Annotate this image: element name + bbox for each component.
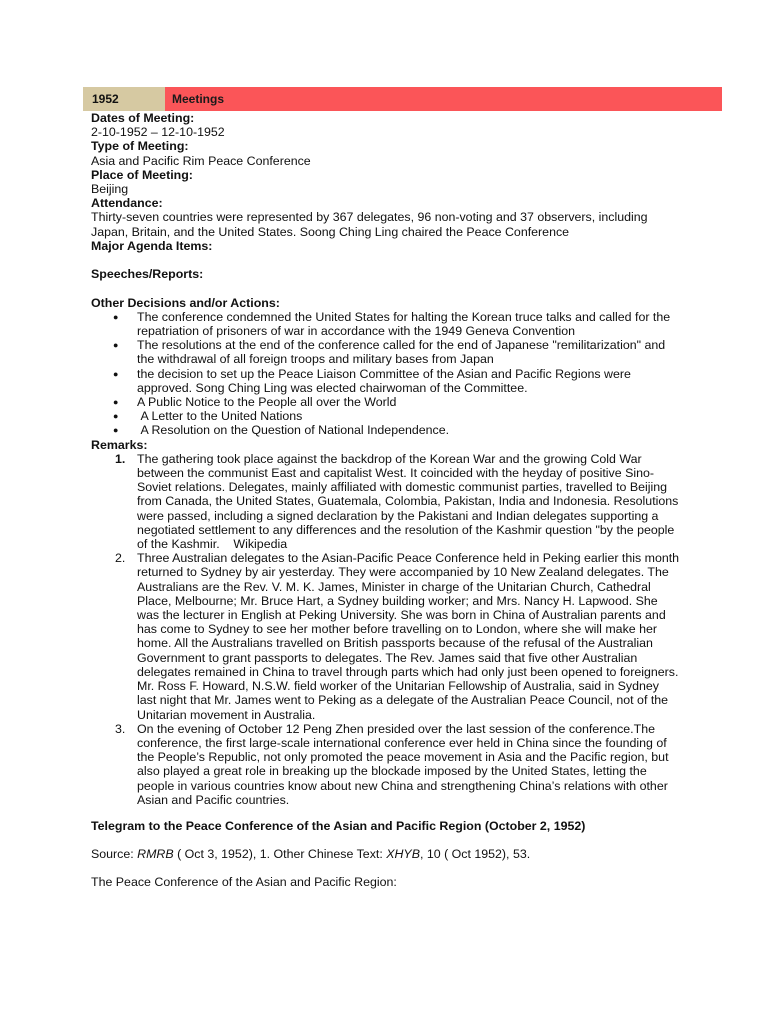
meeting-details [91,111,681,890]
attendance-label: Attendance: [91,196,163,211]
type-label: Type of Meeting: [91,139,189,154]
header-title: Meetings [165,87,722,111]
list-item: ● the decision to set up the Peace Liaison Committee of the Asian and Pacific Regions were approved. Song Ching Ling was elected chairwoman of the Committee. [113,366,631,395]
type-value: Asia and Pacific Rim Peace Conference [91,153,311,168]
bullet-icon: ● [113,397,119,408]
list-item: ● A Letter to the United Nations [113,409,303,424]
decisions-label: Other Decisions and/or Actions: [91,295,280,310]
bullet-icon: ● [113,311,119,322]
list-item: 1. The gathering took place against the backdrop of the Korean War and the growing Cold War between the communist East and capitalist West. It coincided with the heyday of positive Sino-Soviet relations. Delegates, mainly affiliated with domestic communist parties, travelled to Beijing from Canada, the United States, Guatemala, Colombia, Pakistan, India and Indonesia. Resolutions were passed, including a signed declaration by the Pakistani and Indian delegates supporting a negotiated settlement to any differences and the resolution of the Kashmir question "by the people of the Kashmir. Wikipedia [115,451,682,552]
remarks-list [91,452,681,807]
list-item: 2. Three Australian delegates to the Asian-Pacific Peace Conference held in Peking earlier this month returned to Sydney by air yesterday. They were accompanied by 10 New Zealand delegates. The Australians are the Rev. V. M. K. James, Minister in charge of the Unitarian Church, Cathedral Place, Melbourne; Mr. Bruce Hart, a Sydney building worker; and Mrs. Nancy H. Lapwood. She was the lecturer in English at Peking University. She was born in China of Australian parents and has come to Sydney to see her mother before travelling on to London, where she will make her home. All the Australians travelled on British passports because of the refusal of the Australian Government to grant passports to delegates. The Rev. James said that five other Australian delegates remained in China to travel through parts which had only just been opened to foreigners. Mr. Ross F. Howard, N.S.W. field worker of the Unitarian Fellowship of Australia, said in Sydney last night that Mr. James went to Peking as a delegate of the Australian Peace Council, not of the Unitarian movement in Australia. [115,551,680,722]
remarks-label: Remarks: [91,437,148,452]
speeches-label: Speeches/Reports: [91,267,204,282]
remark-number: 1. [115,451,126,466]
list-item: ● A Resolution on the Question of National Independence. [113,423,450,438]
remark-number: 3. [115,721,126,736]
list-item: ● The conference condemned the United States for halting the Korean truce talks and called for the repatriation of prisoners of war in accordance with the 1949 Geneva Convention [113,309,671,339]
attendance-value: Thirty-seven countries were represented by 367 delegates, 96 non-voting and 37 observers, including Japan, Britain, and the United States. Soong Ching Ling chaired the Peace Conference [91,210,648,239]
source-citation: Source: RMRB ( Oct 3, 1952), 1. Other Chinese Text: XHYB, 10 ( Oct 1952), 53. [91,847,531,862]
dates-label: Dates of Meeting: [91,111,195,125]
agenda-label: Major Agenda Items: [91,238,213,253]
list-item: ● The resolutions at the end of the conference called for the end of Japanese "remilitarization" and the withdrawal of all foreign troops and military bases from Japan [113,338,666,367]
bullet-icon: ● [113,340,119,351]
remark-number: 2. [115,551,126,566]
list-item: 3. On the evening of October 12 Peng Zhen presided over the last session of the conference.The conference, the first large-scale international conference ever held in China since the founding of the People’s Republic, not only promoted the peace movement in Asia and the Pacific region, but also played a great role in breaking up the blockade imposed by the United States, letting the people in various countries know about new China and strengthening China’s relations with other Asian and Pacific countries. [115,721,669,807]
telegram-heading: Telegram to the Peace Conference of the Asian and Pacific Region (October 2, 1952) [91,818,586,833]
bullet-icon: ● [113,425,119,436]
decisions-list [91,310,681,438]
place-label: Place of Meeting: [91,167,193,182]
section-header-bar [83,87,722,111]
closing-line: The Peace Conference of the Asian and Pacific Region: [91,875,397,890]
dates-value: 2-10-1952 – 12-10-1952 [91,125,225,140]
list-item: ● A Public Notice to the People all over the World [113,395,397,410]
bullet-icon: ● [113,411,119,422]
place-value: Beijing [91,182,129,197]
bullet-icon: ● [113,368,119,379]
header-year: 1952 [83,87,165,111]
